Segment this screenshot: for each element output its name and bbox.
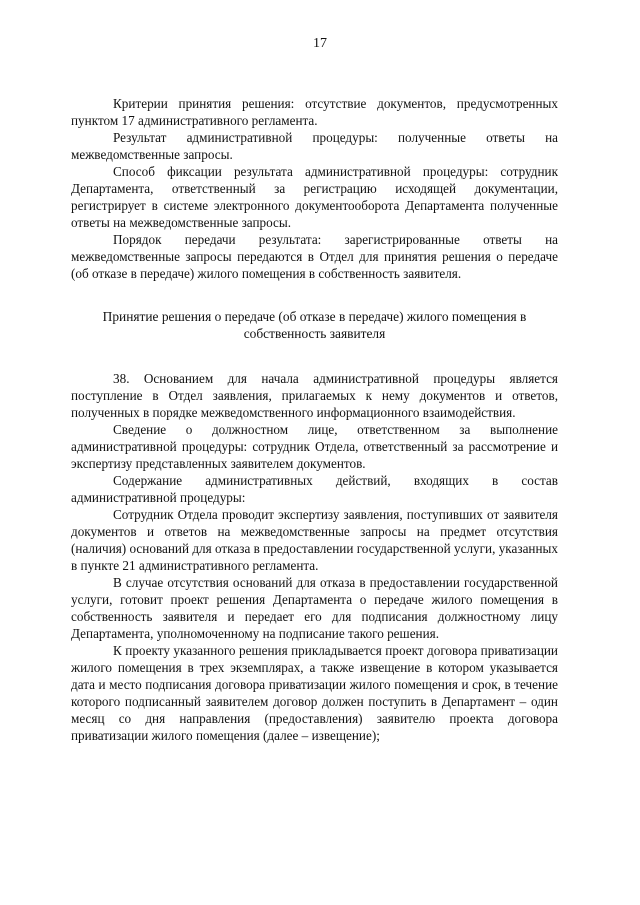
paragraph-actions-content: Содержание административных действий, входящих в состав административной процедуры: [71,473,558,505]
page-number: 17 [313,36,327,51]
paragraph-38-basis: 38. Основанием для начала административной процедуры является поступление в Отдел заявления, прилагаемых к нему документов и ответов, полученных в порядке межведомственного информационного взаимодействия. [71,371,558,420]
paragraph-draft-contract: К проекту указанного решения прикладывается проект договора приватизации жилого помещения в трех экземплярах, а также извещение в котором указывается дата и место подписания договора приватизации жилого помещения и срок, в течение которого подписанный заявителем договор должен поступить в Департамент – один месяц со дня направления (предоставления) заявителю проекта договора приватизации жилого помещения (далее – извещение); [71,643,558,743]
section-heading [71,308,558,342]
paragraph-examination: Сотрудник Отдела проводит экспертизу заявления, поступивших от заявителя документов и ответов на межведомственные запросы на предмет отсутствия (наличия) оснований для отказа в предоставлении государственной услуги, указанных в пункте 21 административного регламента. [71,507,558,573]
paragraph-result-recording: Способ фиксации результата административной процедуры: сотрудник Департамента, ответственный за регистрацию исходящей документации, регистрирует в системе электронного документооборота Департамента полученные ответы на межведомственные запросы. [71,164,558,230]
paragraph-responsible-official: Сведение о должностном лице, ответственном за выполнение административной процедуры: сотрудник Отдела, ответственный за рассмотрение и экспертизу представленных заявителем документов. [71,422,558,471]
paragraph-result-transfer: Порядок передачи результата: зарегистрированные ответы на межведомственные запросы передаются в Отдел для принятия решения о передаче (об отказе в передаче) жилого помещения в собственность заявителя. [71,232,558,281]
section-heading-line-1: Принятие решения о передаче (об отказе в передаче) жилого помещения в [102,309,527,324]
paragraph-decision-criteria: Критерии принятия решения: отсутствие документов, предусмотренных пунктом 17 административного регламента. [71,96,558,128]
paragraph-no-grounds: В случае отсутствия оснований для отказа в предоставлении государственной услуги, готовит проект решения Департамента о передаче жилого помещения в собственность заявителя и передает его для подписания должностному лицу Департамента, уполномоченному на подписание такого решения. [71,575,558,641]
document-body [71,95,558,744]
section-heading-line-2: собственность заявителя [243,326,386,341]
paragraph-procedure-result: Результат административной процедуры: полученные ответы на межведомственные запросы. [71,130,558,162]
